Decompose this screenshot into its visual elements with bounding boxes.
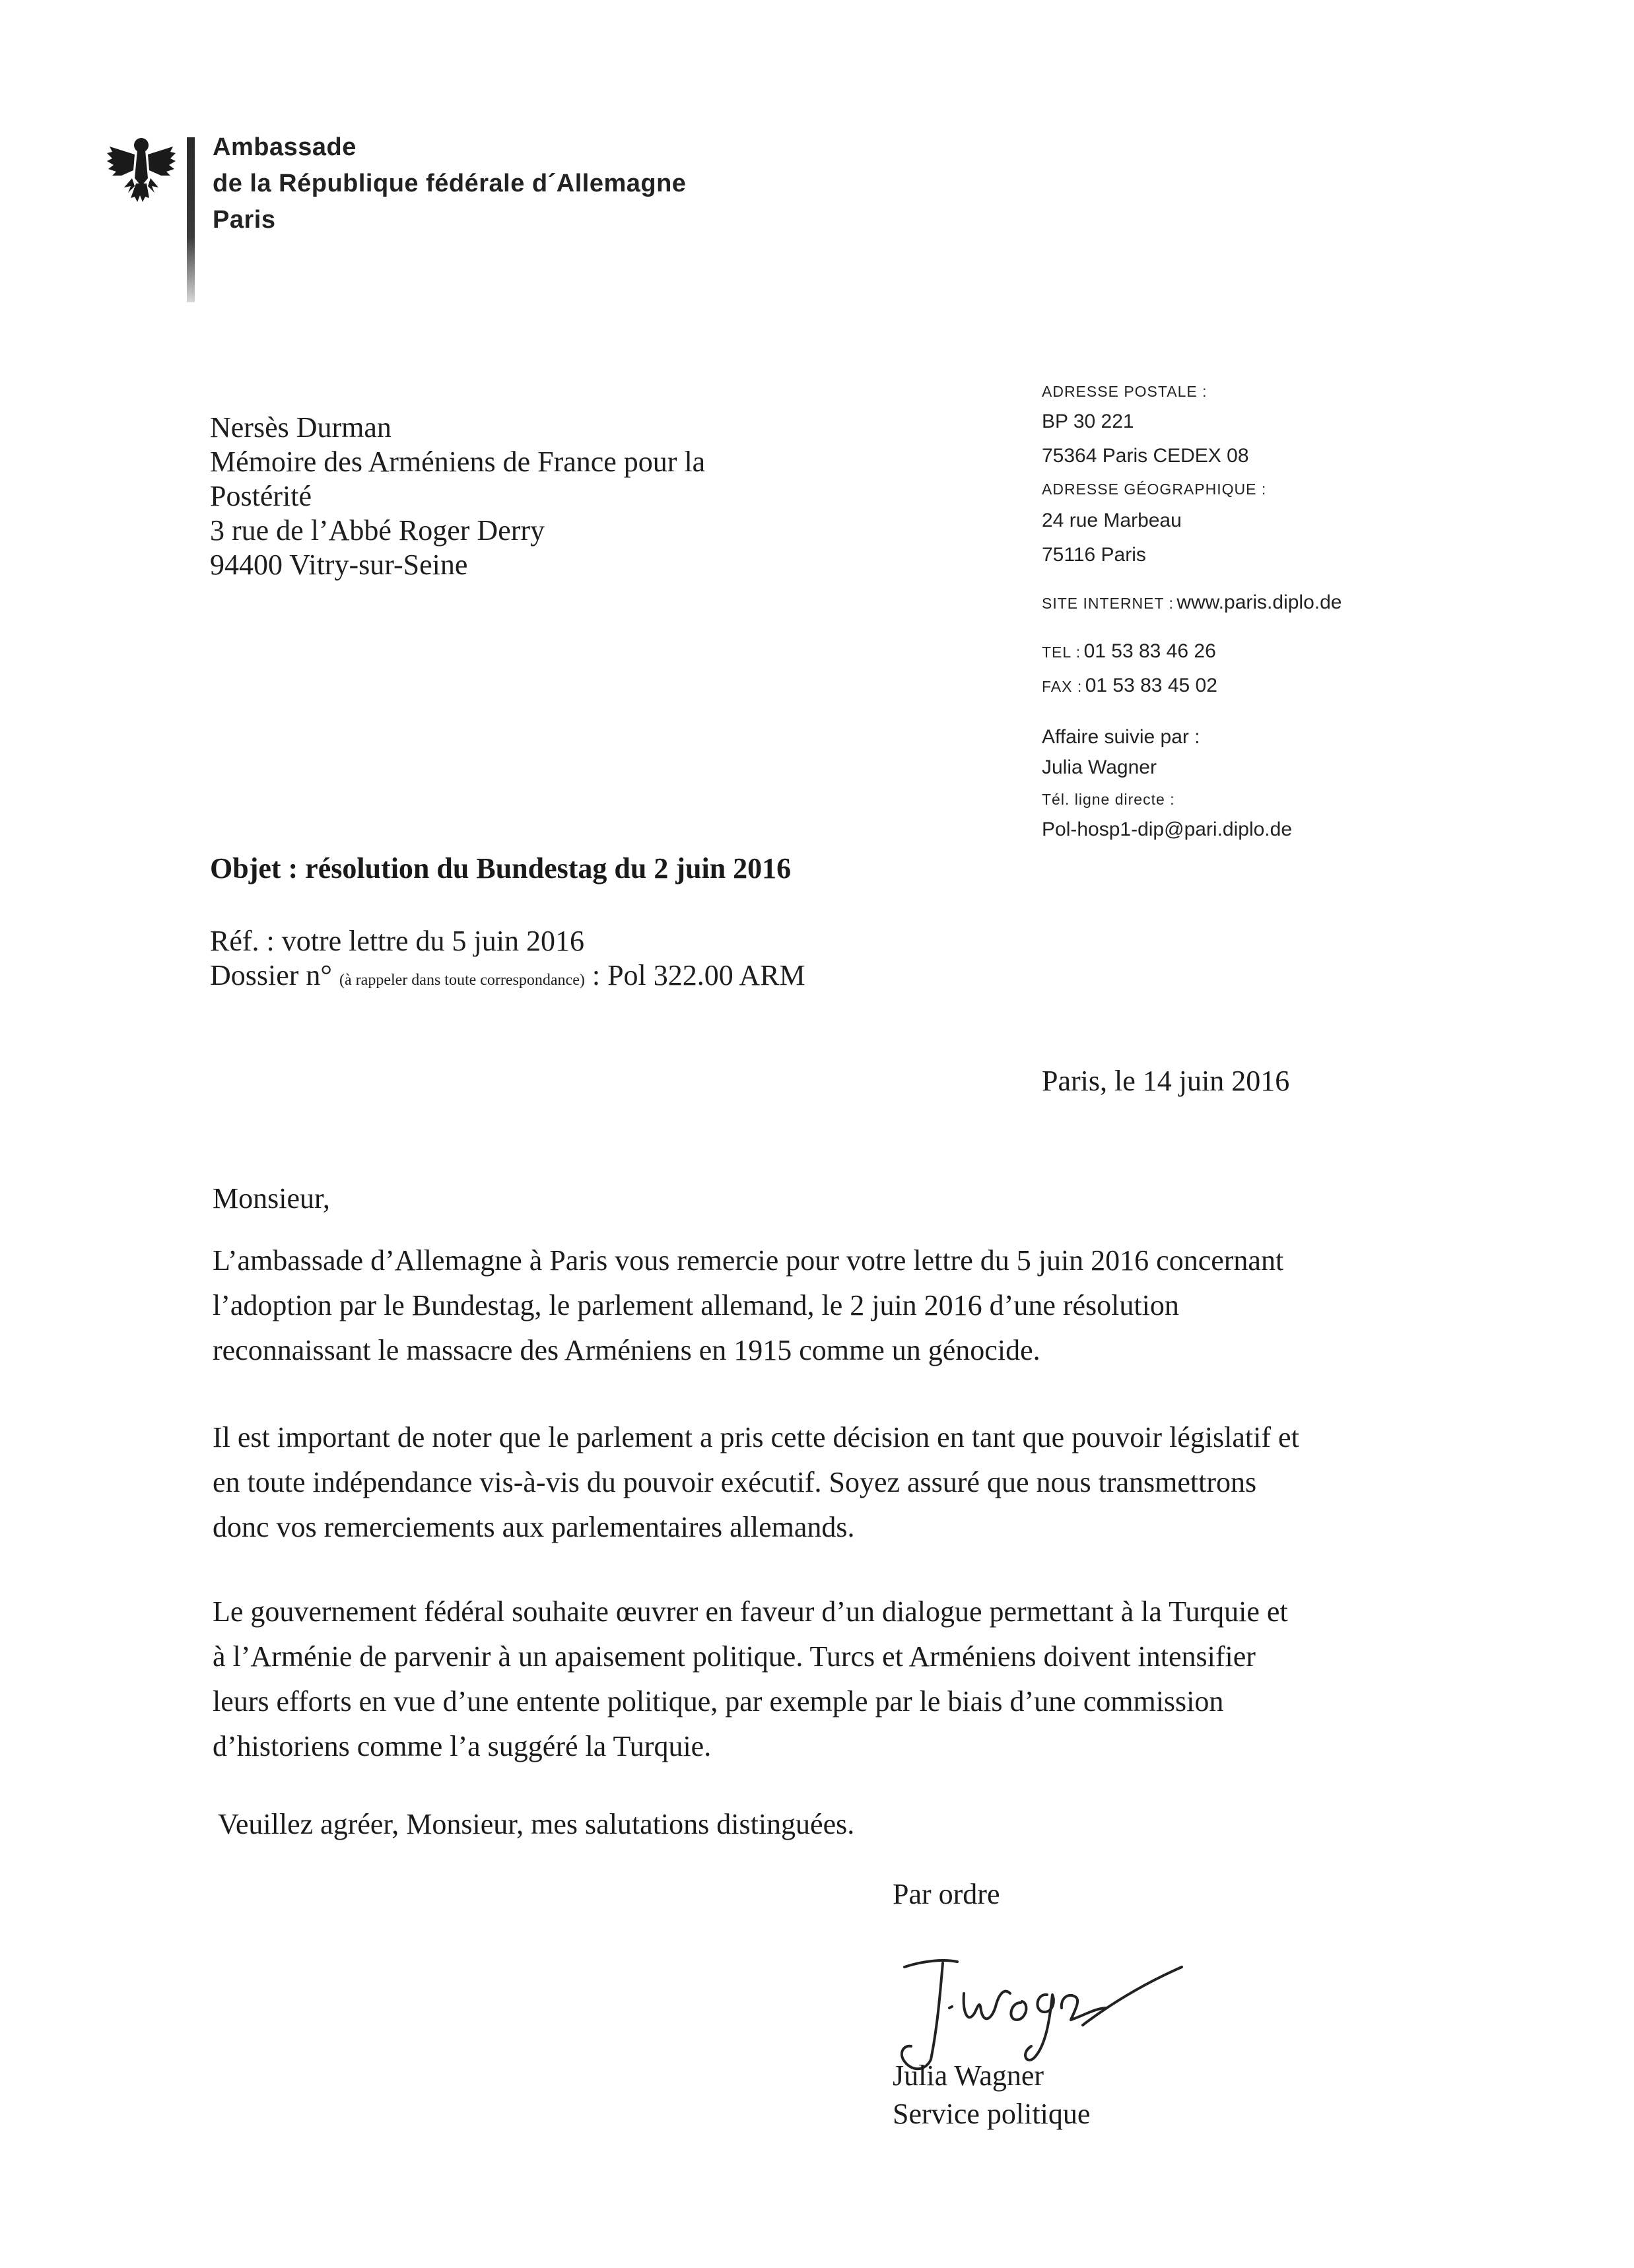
fax-value: 01 53 83 45 02 <box>1085 675 1217 696</box>
paragraph-line: en toute indépendance vis-à-vis du pouvoir exécutif. Soyez assuré que nous transmettrons <box>213 1466 1257 1498</box>
paragraph-2 <box>213 1415 1493 1550</box>
subject-line: Objet : résolution du Bundestag du 2 juin 2016 <box>210 852 792 884</box>
letter-date: Paris, le 14 juin 2016 <box>1042 1065 1290 1097</box>
direct-line-label: Tél. ligne directe : <box>1042 791 1175 808</box>
recipient-address <box>210 411 705 582</box>
reference-line: Réf. : votre lettre du 5 juin 2016 <box>210 925 584 957</box>
paragraph-line: L’ambassade d’Allemagne à Paris vous remercie pour votre lettre du 5 juin 2016 concernant <box>213 1244 1284 1277</box>
geo-label: ADRESSE GÉOGRAPHIQUE : <box>1042 481 1267 498</box>
paragraph-line: à l’Arménie de parvenir à un apaisement politique. Turcs et Arméniens doivent intensifier <box>213 1640 1256 1673</box>
postal-label: ADRESSE POSTALE : <box>1042 383 1208 400</box>
dossier-note: (à rappeler dans toute correspondance) <box>339 972 585 989</box>
recipient-street: 3 rue de l’Abbé Roger Derry <box>210 514 545 547</box>
org-line-2: de la République fédérale d´Allemagne <box>213 170 687 197</box>
website-label: SITE INTERNET : <box>1042 595 1174 612</box>
paragraph-1 <box>213 1238 1493 1373</box>
dossier-value: : Pol 322.00 ARM <box>592 959 805 991</box>
paragraph-line: leurs efforts en vue d’une entente politique, par exemple par le biais d’une commission <box>213 1685 1224 1718</box>
contact-email[interactable]: Pol-hosp1-dip@pari.diplo.de <box>1042 818 1293 840</box>
website-value[interactable]: www.paris.diplo.de <box>1176 591 1342 613</box>
org-line-1: Ambassade <box>213 133 357 161</box>
embassy-name <box>213 129 686 238</box>
salutation: Monsieur, <box>213 1182 330 1215</box>
recipient-org-line-1: Mémoire des Arméniens de France pour la <box>210 446 706 478</box>
signer-department: Service politique <box>893 2098 1091 2130</box>
geo-line-1: 24 rue Marbeau <box>1042 510 1182 531</box>
par-ordre: Par ordre <box>893 1878 1000 1910</box>
recipient-name: Nersès Durman <box>210 411 391 444</box>
paragraph-line: donc vos remerciements aux parlementaires allemands. <box>213 1511 855 1543</box>
fax-label: FAX : <box>1042 678 1083 695</box>
tel-row <box>1042 640 1216 663</box>
org-line-3: Paris <box>213 206 276 234</box>
postal-line-1: BP 30 221 <box>1042 411 1134 432</box>
letterhead-bar <box>187 137 195 302</box>
signer-block <box>893 2057 1090 2133</box>
tel-value: 01 53 83 46 26 <box>1083 640 1216 662</box>
handled-label: Affaire suivie par : <box>1042 726 1200 748</box>
tel-label: TEL : <box>1042 644 1081 661</box>
postal-line-2: 75364 Paris CEDEX 08 <box>1042 445 1249 467</box>
fax-row <box>1042 675 1217 697</box>
handled-name: Julia Wagner <box>1042 756 1157 778</box>
paragraph-line: Le gouvernement fédéral souhaite œuvrer en faveur d’un dialogue permettant à la Turquie et <box>213 1595 1288 1628</box>
paragraph-line: d’historiens comme l’a suggéré la Turquie. <box>213 1730 712 1762</box>
dossier-prefix: Dossier n° <box>210 959 333 991</box>
recipient-org-line-2: Postérité <box>210 480 312 512</box>
paragraph-line: reconnaissant le massacre des Arméniens en 1915 comme un génocide. <box>213 1334 1040 1366</box>
website-row <box>1042 591 1342 614</box>
dossier-line <box>210 958 805 992</box>
paragraph-line: l’adoption par le Bundestag, le parlement allemand, le 2 juin 2016 d’une résolution <box>213 1289 1179 1321</box>
paragraph-3 <box>213 1589 1493 1769</box>
signer-name: Julia Wagner <box>893 2059 1044 2092</box>
recipient-city: 94400 Vitry-sur-Seine <box>210 549 468 581</box>
closing-formula: Veuillez agréer, Monsieur, mes salutations distinguées. <box>218 1808 855 1840</box>
geo-line-2: 75116 Paris <box>1042 544 1146 566</box>
federal-eagle-icon <box>104 132 178 205</box>
paragraph-line: Il est important de noter que le parlement a pris cette décision en tant que pouvoir législatif et <box>213 1421 1299 1453</box>
